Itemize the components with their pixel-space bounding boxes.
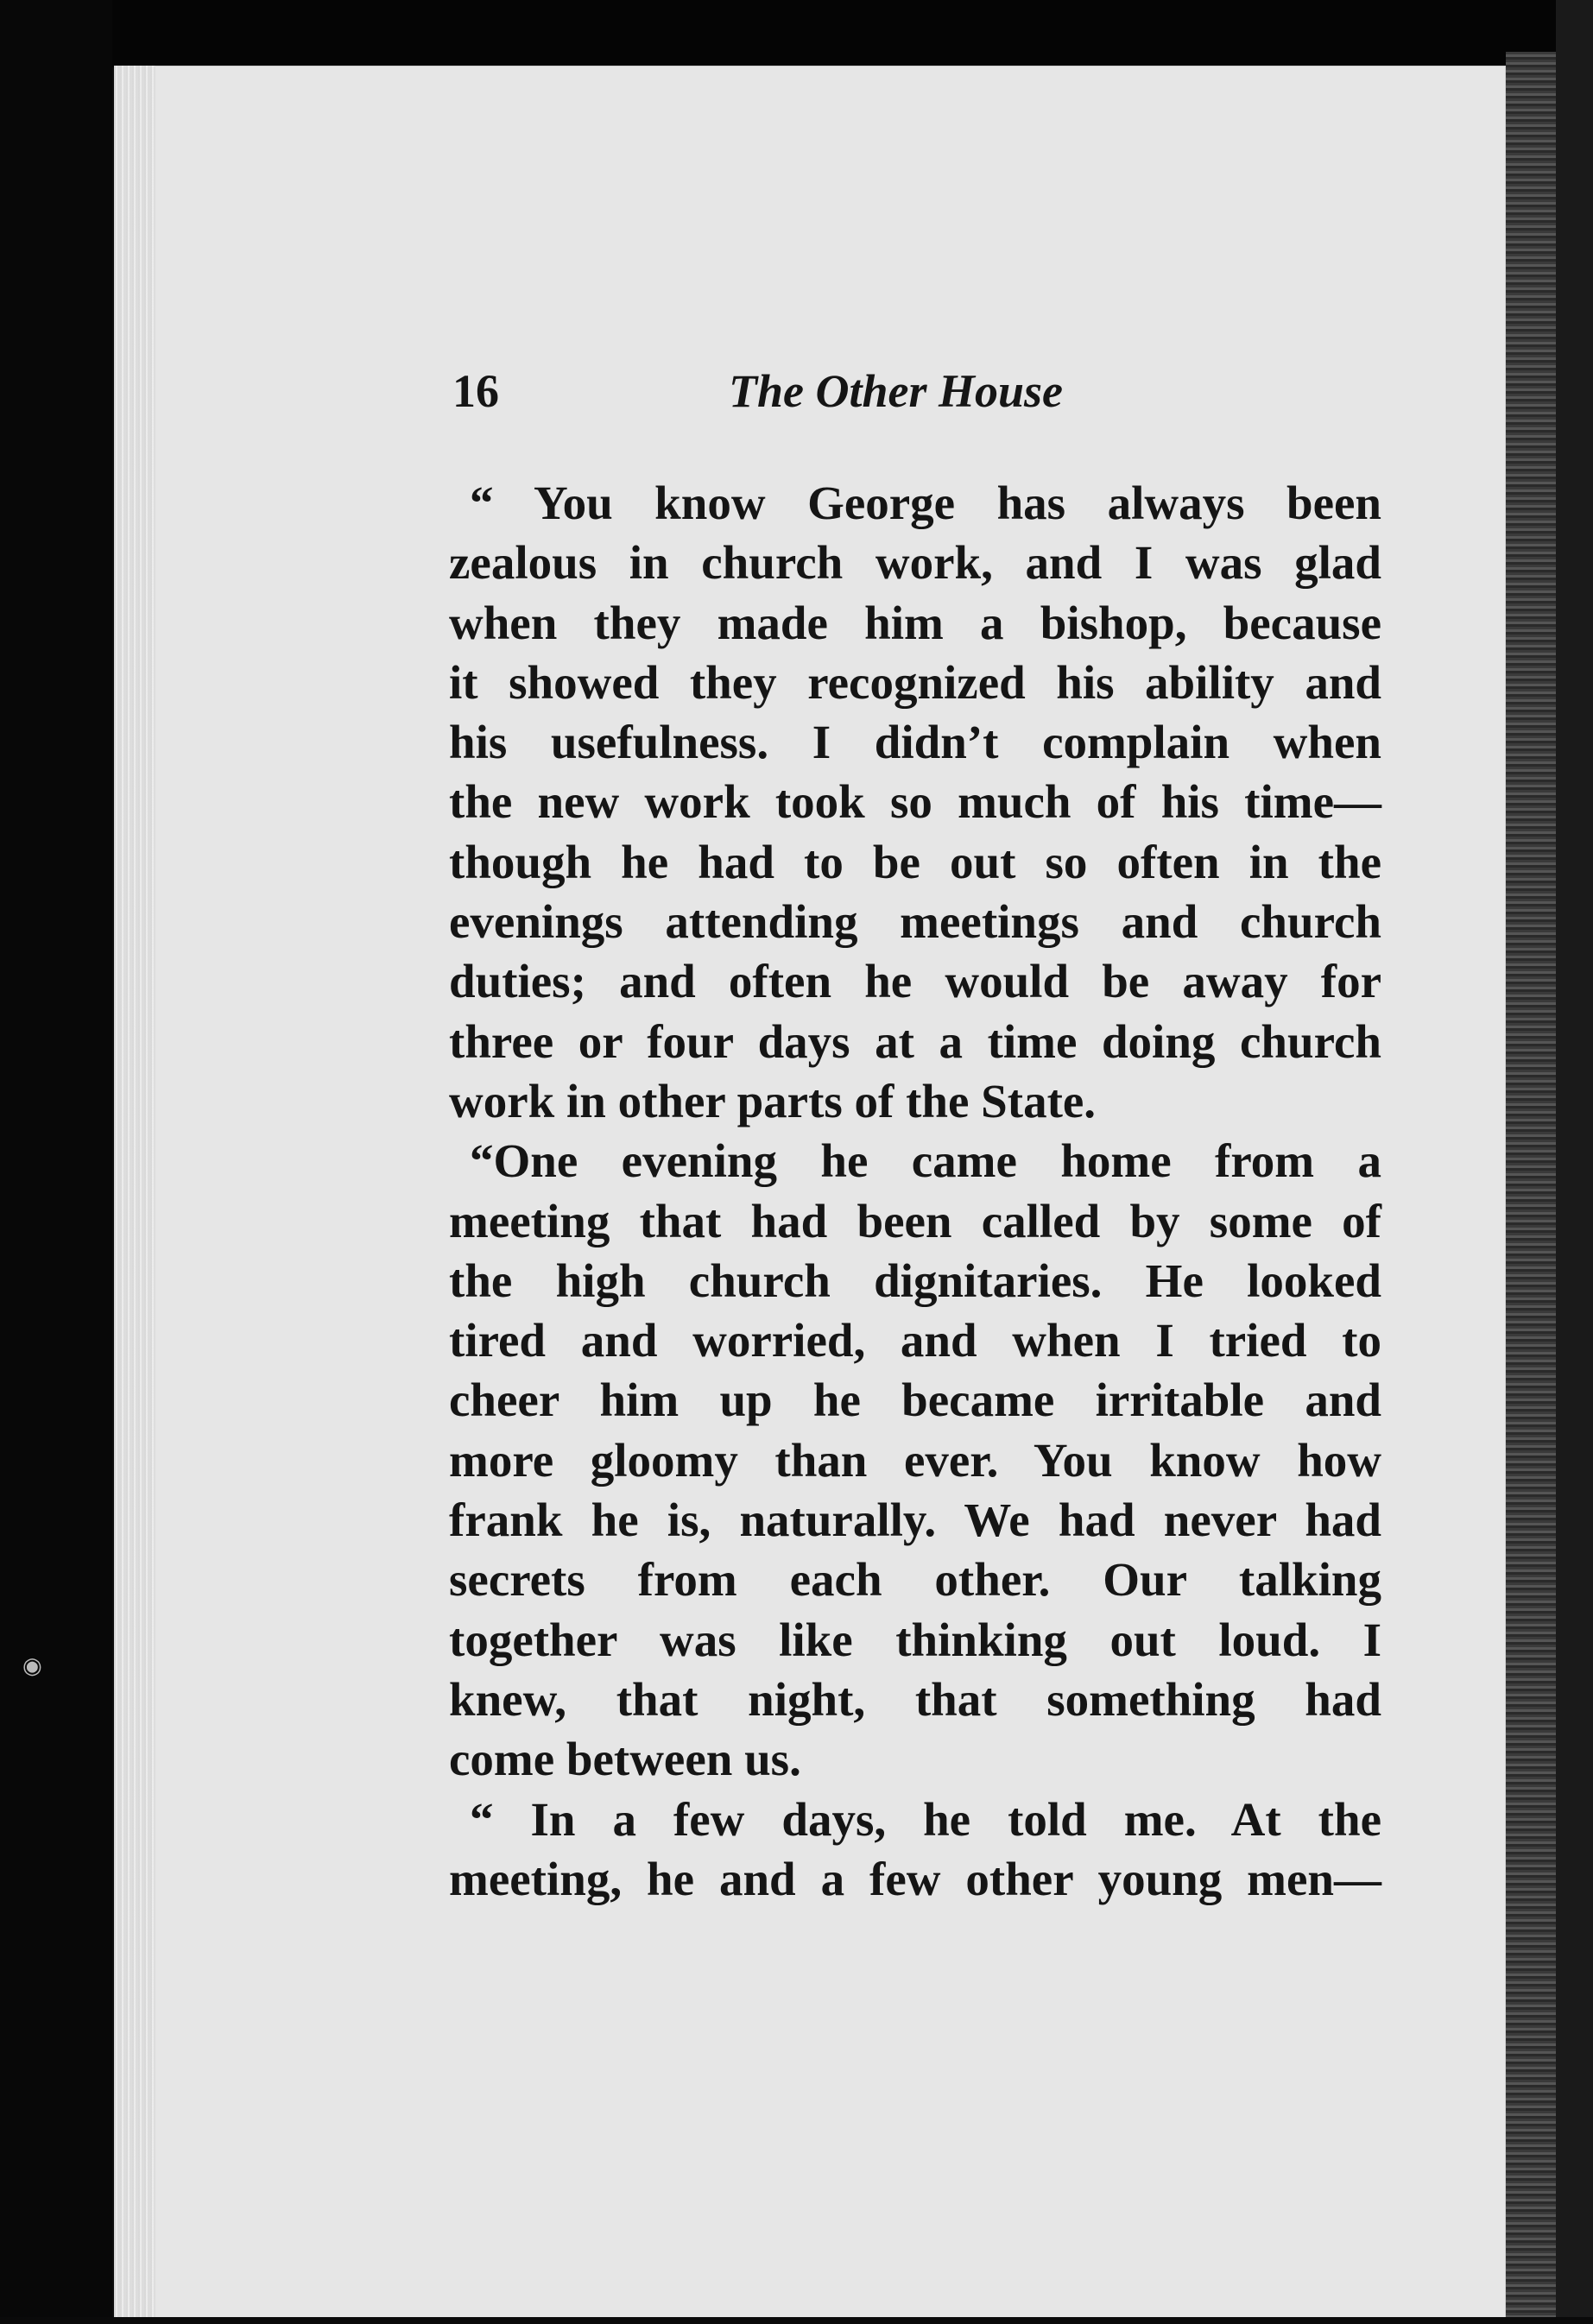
running-title: The Other House [729,365,1064,417]
text-line: his usefulness. I didn’t complain when [449,716,1381,769]
text-line: the high church dignitaries. He looked [449,1254,1381,1307]
text-line: zealous in church work, and I was glad [449,536,1381,590]
page-gutter [114,66,155,2321]
scan-border-bottom [0,2317,1593,2324]
text-line: when they made him a bishop, because [449,596,1381,649]
body-text [449,473,1381,1909]
page-number: 16 [452,365,499,417]
text-line: frank he is, naturally. We had never had [449,1494,1381,1547]
page-header [452,361,1411,421]
text-line: duties; and often he would be away for [449,955,1381,1008]
text-line: meeting that had been called by some of [449,1194,1381,1247]
text-line: the new work took so much of his time— [449,775,1381,829]
text-line: more gloomy than ever. You know how [449,1433,1381,1487]
text-line: work in other parts of the State. [449,1074,1097,1127]
scan-border-top [0,0,1593,67]
text-line: knew, that night, that something had [449,1672,1381,1726]
text-line: it showed they recognized his ability and [449,655,1381,709]
text-line: “ In a few days, he told me. At the [470,1792,1381,1846]
text-line: cheer him up he became irritable and [449,1374,1381,1427]
scan-artifact-mark: ◉ [22,1653,42,1679]
text-line: “ You know George has always been [470,477,1381,529]
text-line: evenings attending meetings and church [449,895,1381,949]
scan-border-right [1556,0,1593,2324]
scan-border-left [0,0,112,2324]
text-line: tired and worried, and when I tried to [449,1314,1381,1367]
text-line: secrets from each other. Our talking [449,1553,1381,1607]
text-line: though he had to be out so often in the [449,835,1381,888]
book-spine [1506,52,1556,2324]
text-line: “One evening he came home from a [470,1134,1381,1188]
text-line: three or four days at a time doing church [449,1014,1381,1068]
text-line: meeting, he and a few other young men— [449,1852,1381,1905]
text-line: come between us. [449,1733,801,1786]
text-line: together was like thinking out loud. I [449,1613,1381,1666]
